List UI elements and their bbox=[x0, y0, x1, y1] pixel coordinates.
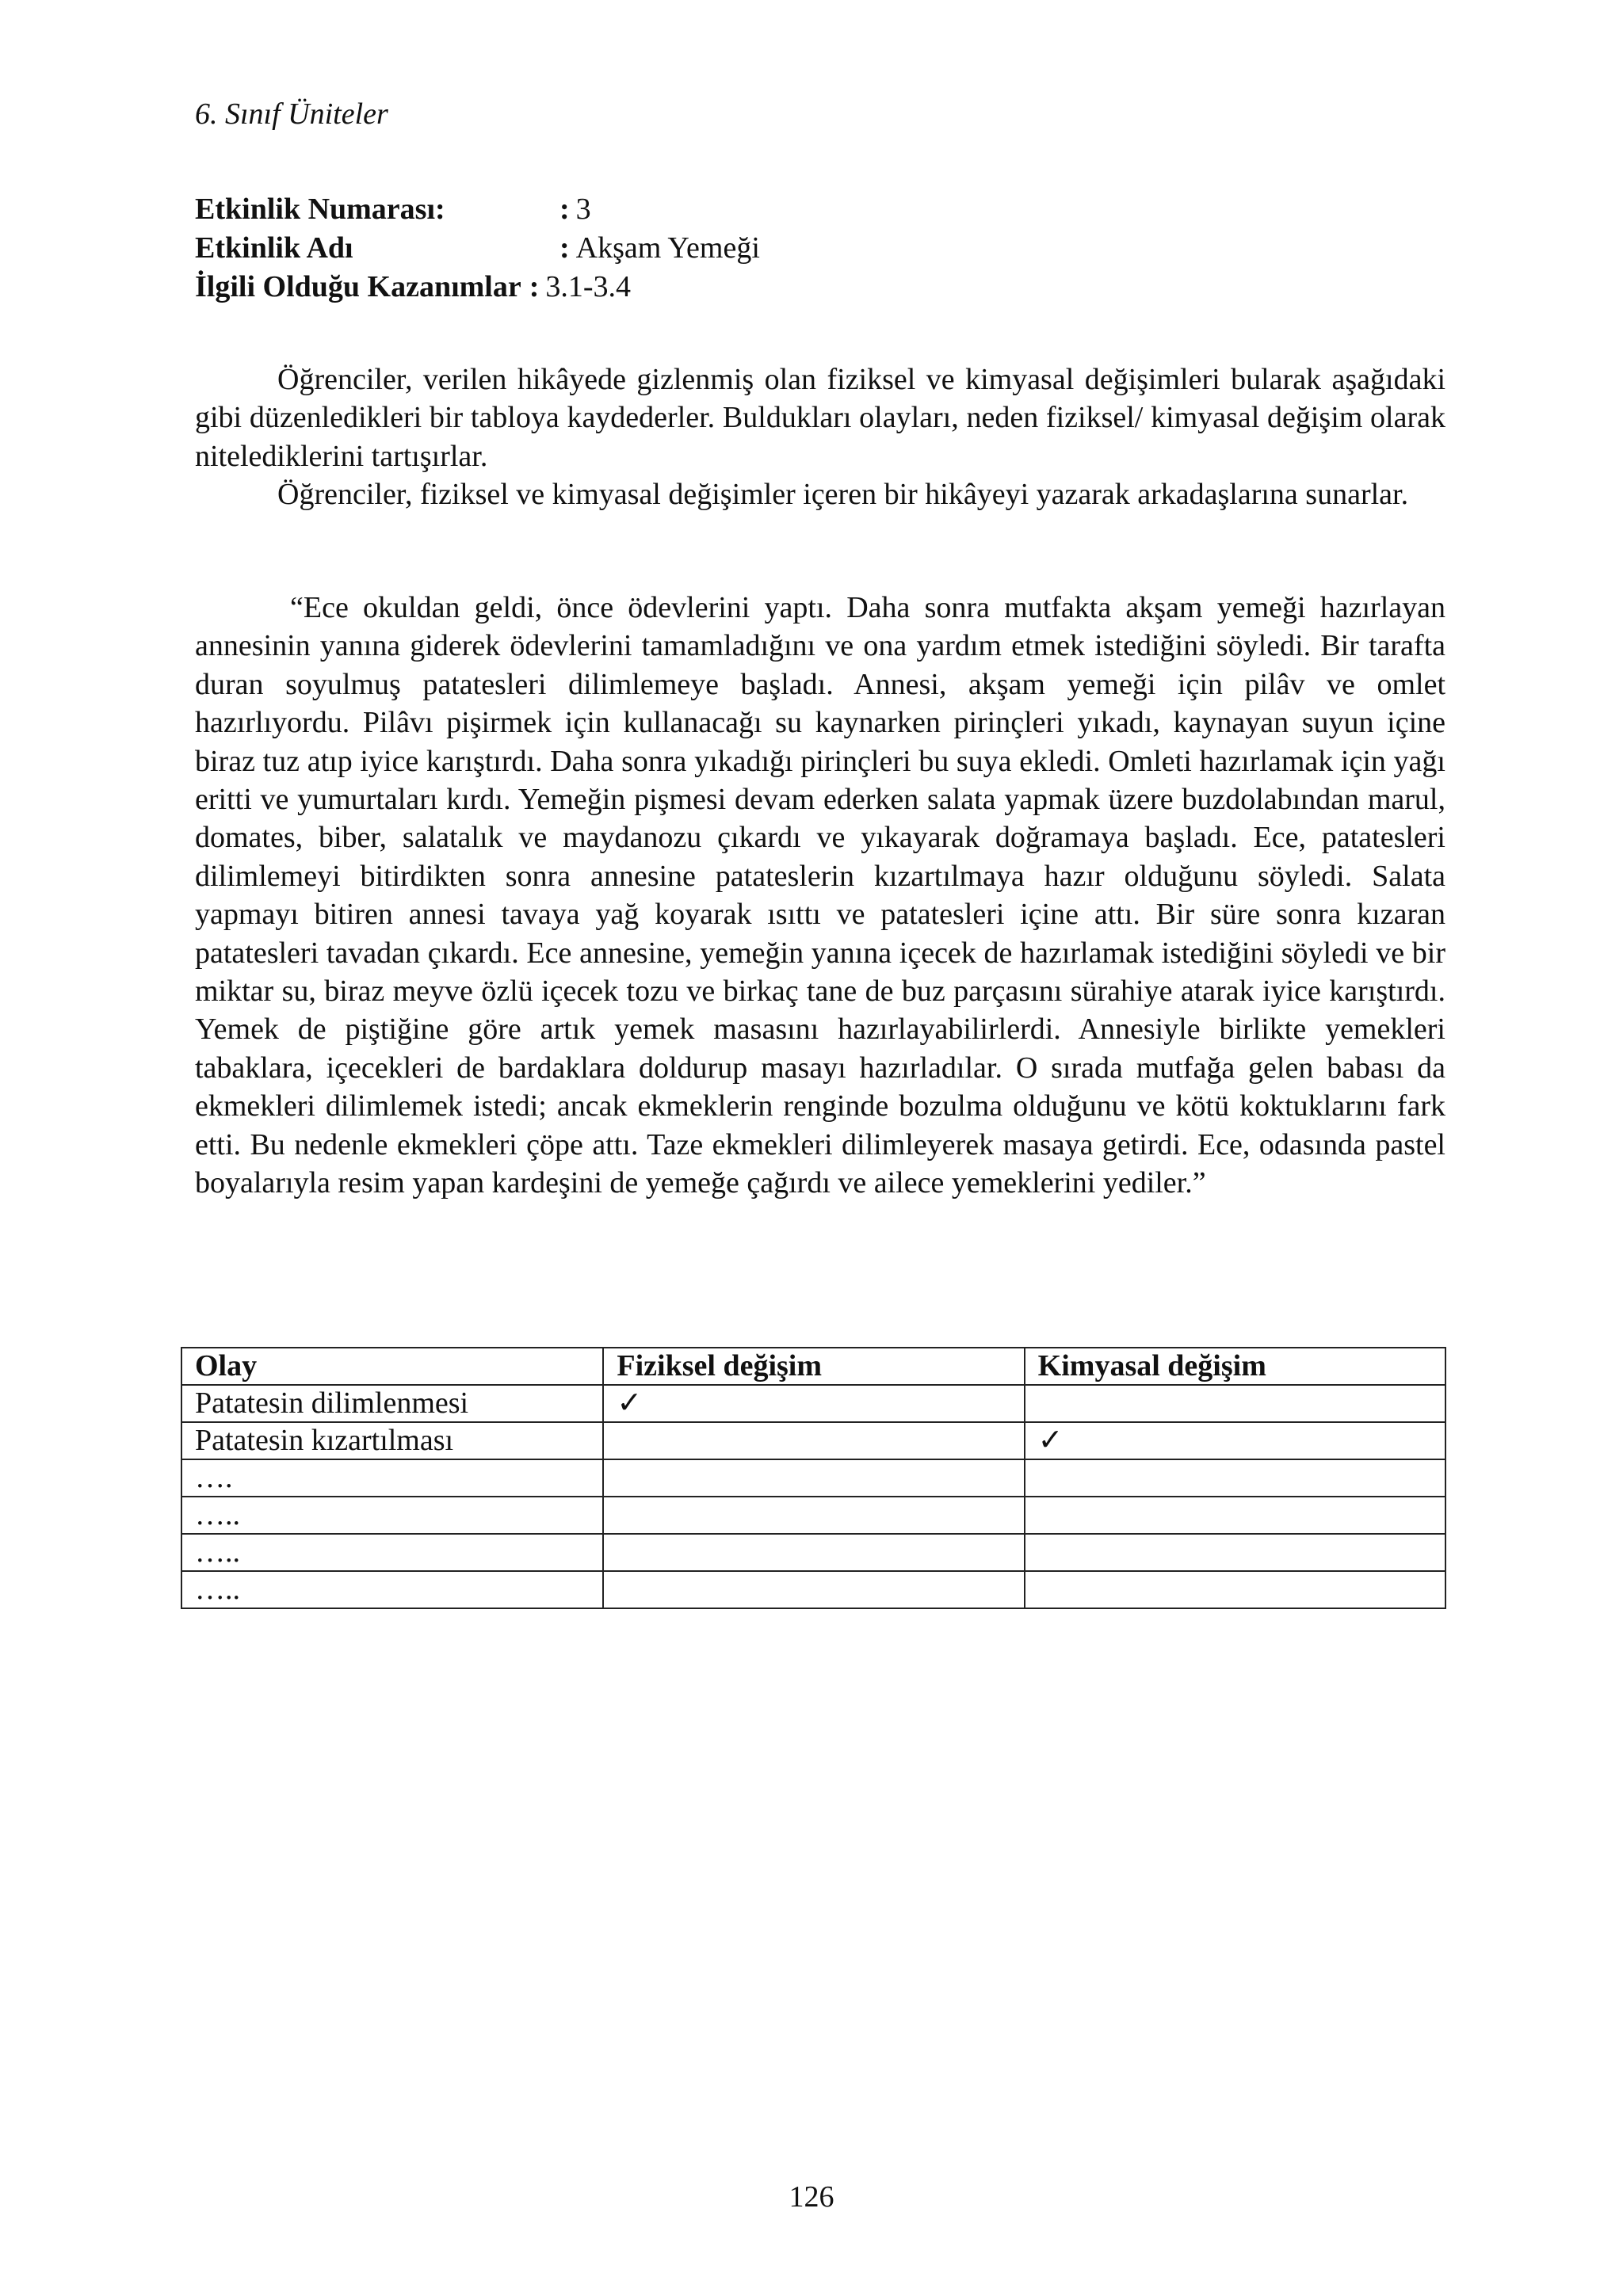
activity-number-row bbox=[195, 190, 760, 229]
event-cell: ….. bbox=[181, 1534, 603, 1571]
activity-number-label: Etkinlik Numarası: bbox=[195, 193, 445, 226]
physical-cell bbox=[603, 1459, 1024, 1497]
related-outcomes-label: İlgili Olduğu Kazanımlar bbox=[195, 270, 521, 303]
column-header-event: Olay bbox=[181, 1348, 603, 1385]
column-header-physical: Fiziksel değişim bbox=[603, 1348, 1024, 1385]
related-outcomes-row bbox=[195, 268, 760, 307]
related-outcomes-value: 3.1-3.4 bbox=[545, 270, 632, 303]
table-row bbox=[181, 1422, 1445, 1459]
activity-name-label: Etkinlik Adı bbox=[195, 231, 353, 265]
physical-cell bbox=[603, 1422, 1024, 1459]
table-row bbox=[181, 1497, 1445, 1534]
chemical-cell bbox=[1025, 1459, 1445, 1497]
checkmark-icon: ✓ bbox=[617, 1386, 643, 1420]
table-row bbox=[181, 1534, 1445, 1571]
activity-info bbox=[195, 190, 760, 307]
chemical-cell bbox=[1025, 1385, 1445, 1422]
instruction-paragraph-2: Öğrenciler, fiziksel ve kimyasal değişimler içeren bir hikâyeyi yazarak arkadaşlarına sunarlar. bbox=[277, 478, 1409, 512]
chemical-cell bbox=[1025, 1534, 1445, 1571]
activity-number-value: 3 bbox=[575, 193, 591, 226]
activity-name-row bbox=[195, 229, 760, 268]
story bbox=[195, 589, 1445, 1203]
event-cell: ….. bbox=[181, 1497, 603, 1534]
page-number: 126 bbox=[789, 2180, 834, 2214]
checkmark-icon: ✓ bbox=[1037, 1424, 1064, 1457]
event-cell: Patatesin dilimlenmesi bbox=[181, 1385, 603, 1422]
changes-table bbox=[181, 1347, 1446, 1609]
instructions bbox=[195, 360, 1445, 514]
activity-name-colon: : bbox=[559, 231, 570, 265]
activity-name-value: Akşam Yemeği bbox=[575, 231, 760, 265]
table-row bbox=[181, 1571, 1445, 1608]
related-outcomes-colon: : bbox=[529, 270, 540, 303]
table-header-row bbox=[181, 1348, 1445, 1385]
physical-cell bbox=[603, 1385, 1024, 1422]
chemical-cell bbox=[1025, 1497, 1445, 1534]
event-cell: …. bbox=[181, 1459, 603, 1497]
instruction-paragraph-1: Öğrenciler, verilen hikâyede gizlenmiş olan fiziksel ve kimyasal değişimleri bularak aşağıdaki gibi düzenledikleri bir tabloya kaydederler. Buldukları olayları, neden fiziksel/ kimyasal değişim olarak nitelediklerini tartışırlar. bbox=[195, 363, 1445, 473]
physical-cell bbox=[603, 1571, 1024, 1608]
column-header-chemical: Kimyasal değişim bbox=[1025, 1348, 1445, 1385]
table-row bbox=[181, 1459, 1445, 1497]
table-row bbox=[181, 1385, 1445, 1422]
running-header: 6. Sınıf Üniteler bbox=[195, 97, 388, 131]
event-cell: Patatesin kızartılması bbox=[181, 1422, 603, 1459]
chemical-cell bbox=[1025, 1571, 1445, 1608]
physical-cell bbox=[603, 1497, 1024, 1534]
event-cell: ….. bbox=[181, 1571, 603, 1608]
chemical-cell bbox=[1025, 1422, 1445, 1459]
story-paragraph: “Ece okuldan geldi, önce ödevlerini yaptı. Daha sonra mutfakta akşam yemeği hazırlayan annesinin yanına giderek ödevlerini tamamladığını ve ona yardım etmek istediğini söyledi. Bir tarafta duran soyulmuş patatesleri dilimlemeye başladı. Annesi, akşam yemeği için pilâv ve omlet hazırlıyordu. Pilâvı pişirmek için kullanacağı su kaynarken pirinçleri yıkadı, kaynayan suyun içine biraz tuz atıp iyice karıştırdı. Daha sonra yıkadığı pirinçleri bu suya ekledi. Omleti hazırlamak için yağı eritti ve yumurtaları kırdı. Yemeğin pişmesi devam ederken salata yapmak üzere buzdolabından marul, domates, biber, salatalık ve maydanozu çıkardı ve yıkayarak doğramaya başladı. Ece, patatesleri dilimlemeyi bitirdikten sonra annesine patateslerin kızartılmaya hazır olduğunu söyledi. Salata yapmayı bitiren annesi tavaya yağ koyarak ısıttı ve patatesleri içine attı. Bir süre sonra kızaran patatesleri tavadan çıkardı. Ece annesine, yemeğin yanına içecek de hazırlamak istediğini söyledi ve bir miktar su, biraz meyve özlü içecek tozu ve birkaç tane de buz parçasını sürahiye atarak iyice karıştırdı. Yemek de piştiğine göre artık yemek masasını hazırlayabilirlerdi. Annesiyle birlikte yemekleri tabaklara, içecekleri de bardaklara doldurup masayı hazırladılar. O sırada mutfağa gelen babası da ekmekleri dilimlemek istedi; ancak ekmeklerin renginde bozulma olduğunu ve kötü koktuklarını fark etti. Bu nedenle ekmekleri çöpe attı. Taze ekmekleri dilimleyerek masaya getirdi. Ece, odasında pastel boyalarıyla resim yapan kardeşini de yemeğe çağırdı ve ailece yemeklerini yediler.” bbox=[195, 591, 1445, 1200]
physical-cell bbox=[603, 1534, 1024, 1571]
activity-number-colon: : bbox=[559, 193, 570, 226]
